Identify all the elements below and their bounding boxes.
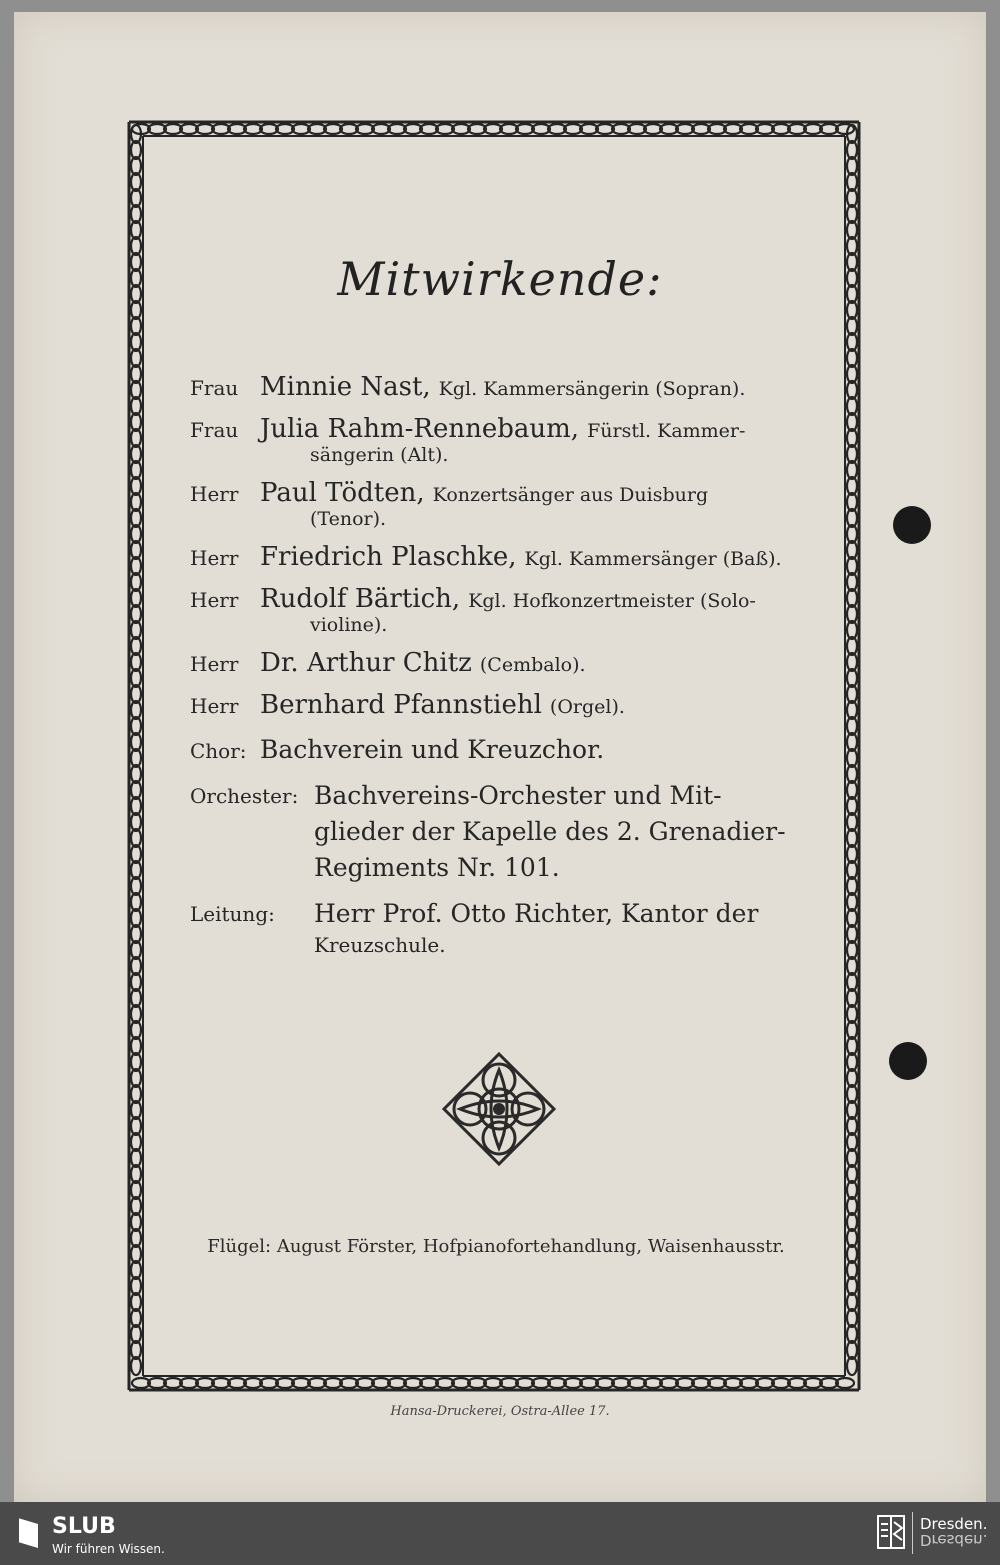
conductor-entry <box>190 896 802 958</box>
performer-desc-cont: violine). <box>310 614 388 636</box>
performer-entry <box>190 584 802 636</box>
performer-entry <box>190 372 802 402</box>
performer-name: Minnie Nast, <box>260 372 431 402</box>
dresden-crest-icon <box>876 1514 906 1550</box>
slub-logo-icon <box>14 1516 42 1550</box>
orchestra-line: Bachvereins-Orchester und Mit- <box>314 781 722 810</box>
orchestra-label: Orchester: <box>190 784 299 808</box>
partner-line-mirror: Dresden. <box>920 1531 988 1549</box>
performer-role: Herr <box>190 694 239 718</box>
partner-text <box>920 1516 987 1548</box>
performer-desc: (Orgel). <box>549 696 625 718</box>
punch-hole-top <box>893 506 931 544</box>
choir-label: Chor: <box>190 739 247 763</box>
footer-bar <box>0 1502 1000 1565</box>
performer-desc: Kgl. Kammersängerin (Sopran). <box>438 378 746 400</box>
choir-text: Bachverein und Kreuzchor. <box>260 735 605 764</box>
performer-role: Herr <box>190 482 239 506</box>
performer-role: Frau <box>190 376 239 400</box>
performer-name: Julia Rahm-Rennebaum, <box>260 414 580 444</box>
brand-name: SLUB <box>52 1514 116 1539</box>
performer-name: Dr. Arthur Chitz <box>260 648 472 678</box>
conductor-line: Kreuzschule. <box>314 933 446 957</box>
performer-list <box>190 372 802 958</box>
performer-entry <box>190 648 802 678</box>
orchestra-line: glieder der Kapelle des 2. Grenadier- <box>314 817 786 846</box>
performer-entry <box>190 414 802 466</box>
partner-line: Dresden. <box>920 1515 988 1533</box>
performer-desc: Kgl. Hofkonzertmeister (Solo- <box>468 590 756 612</box>
performer-desc: Kgl. Kammersänger (Baß). <box>524 548 782 570</box>
performer-desc-cont: sängerin (Alt). <box>310 444 449 466</box>
choir-entry <box>190 732 802 768</box>
page-title: Mitwirkende: <box>337 252 663 306</box>
punch-hole-bottom <box>889 1042 927 1080</box>
conductor-line: Herr Prof. Otto Richter, Kantor der <box>314 899 759 928</box>
ornament-icon <box>440 1050 558 1168</box>
piano-credit: Flügel: August Förster, Hofpianofortehandlung, Waisenhausstr. <box>207 1236 785 1257</box>
conductor-label: Leitung: <box>190 902 275 926</box>
brand-tagline: Wir führen Wissen. <box>52 1542 165 1556</box>
performer-role: Frau <box>190 418 239 442</box>
performer-entry <box>190 478 802 530</box>
performer-name: Paul Tödten, <box>260 478 425 508</box>
orchestra-line: Regiments Nr. 101. <box>314 853 560 882</box>
performer-role: Herr <box>190 588 239 612</box>
printer-imprint: Hansa-Druckerei, Ostra-Allee 17. <box>390 1404 610 1419</box>
performer-desc: Fürstl. Kammer- <box>587 420 746 442</box>
performer-entry <box>190 542 802 572</box>
performer-role: Herr <box>190 546 239 570</box>
performer-entry <box>190 690 802 720</box>
performer-name: Friedrich Plaschke, <box>260 542 517 572</box>
performer-role: Herr <box>190 652 239 676</box>
performer-name: Rudolf Bärtich, <box>260 584 461 614</box>
footer-divider <box>912 1512 913 1554</box>
performer-desc: (Cembalo). <box>479 654 586 676</box>
performer-desc-cont: (Tenor). <box>310 508 387 530</box>
performer-name: Bernhard Pfannstiehl <box>260 690 542 720</box>
performer-desc: Konzertsänger aus Duisburg <box>432 484 709 506</box>
orchestra-entry <box>190 778 802 886</box>
